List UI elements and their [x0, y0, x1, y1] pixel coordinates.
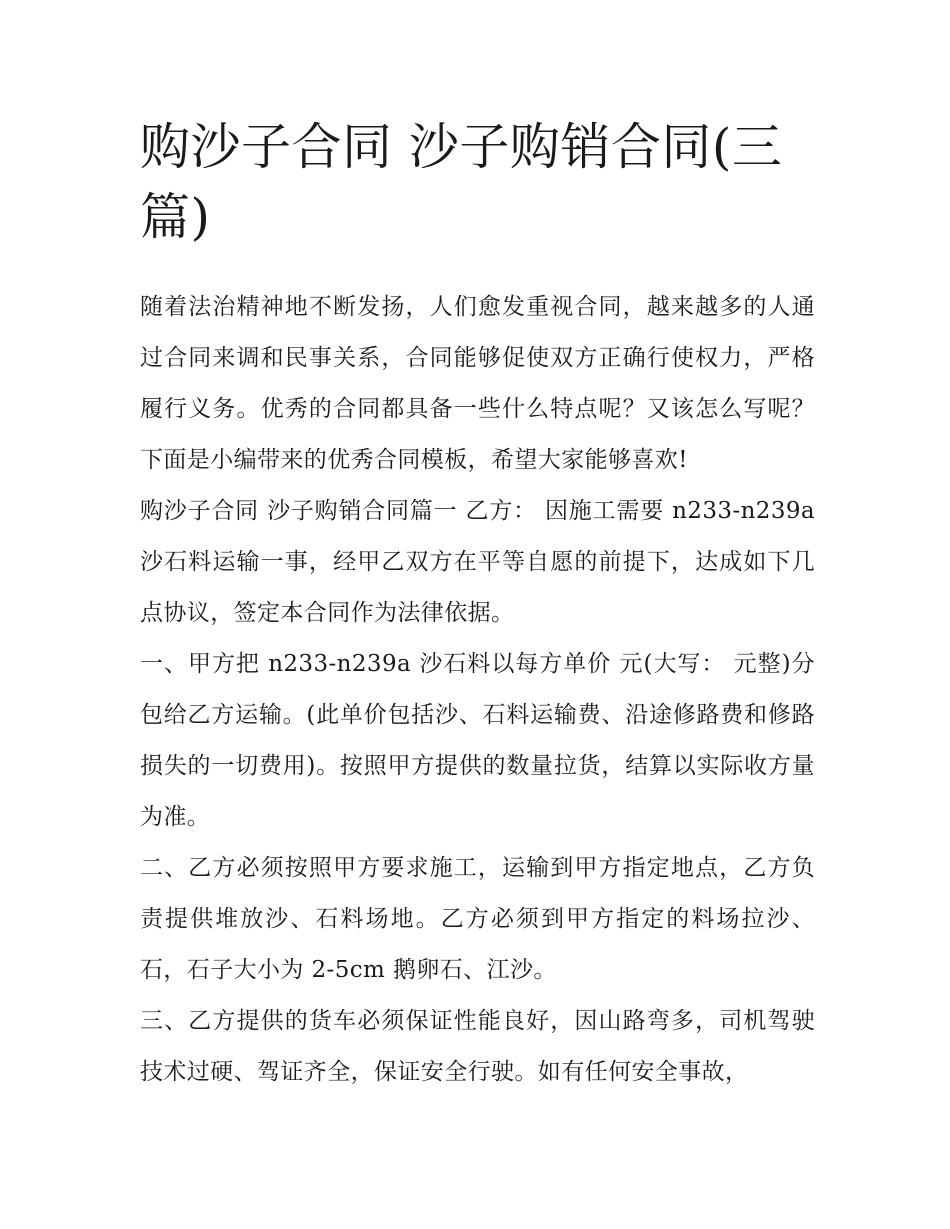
document-body — [140, 282, 815, 1098]
document-content — [140, 112, 815, 1098]
clause-two-paragraph: 二、乙方必须按照甲方要求施工，运输到甲方指定地点，乙方负责提供堆放沙、石料场地。乙方必须到甲方指定的料场拉沙、石，石子大小为 2-5cm 鹅卵石、江沙。 — [140, 855, 815, 983]
intro-paragraph: 随着法治精神地不断发扬，人们愈发重视合同，越来越多的人通过合同来调和民事关系，合同能够促使双方正确行使权力，严格履行义务。优秀的合同都具备一些什么特点呢？又该怎么写呢？下面是小编带来的优秀合同模板，希望大家能够喜欢! — [140, 294, 815, 473]
document-title: 购沙子合同 沙子购销合同(三篇) — [140, 118, 783, 246]
clause-one-paragraph: 一、甲方把 n233-n239a 沙石料以每方单价 元(大写： 元整)分包给乙方运输。(此单价包括沙、石料运输费、沿途修路费和修路损失的一切费用)。按照甲方提供的数量拉货，结算以实际收方量为准。 — [140, 651, 815, 830]
clause-three-paragraph: 三、乙方提供的货车必须保证性能良好，因山路弯多，司机驾驶技术过硬、驾证齐全，保证安全行驶。如有任何安全事故， — [140, 1008, 815, 1085]
contract-preamble-paragraph: 购沙子合同 沙子购销合同篇一 乙方： 因施工需要 n233-n239a 沙石料运输一事，经甲乙双方在平等自愿的前提下，达成如下几点协议，签定本合同作为法律依据。 — [140, 498, 815, 626]
